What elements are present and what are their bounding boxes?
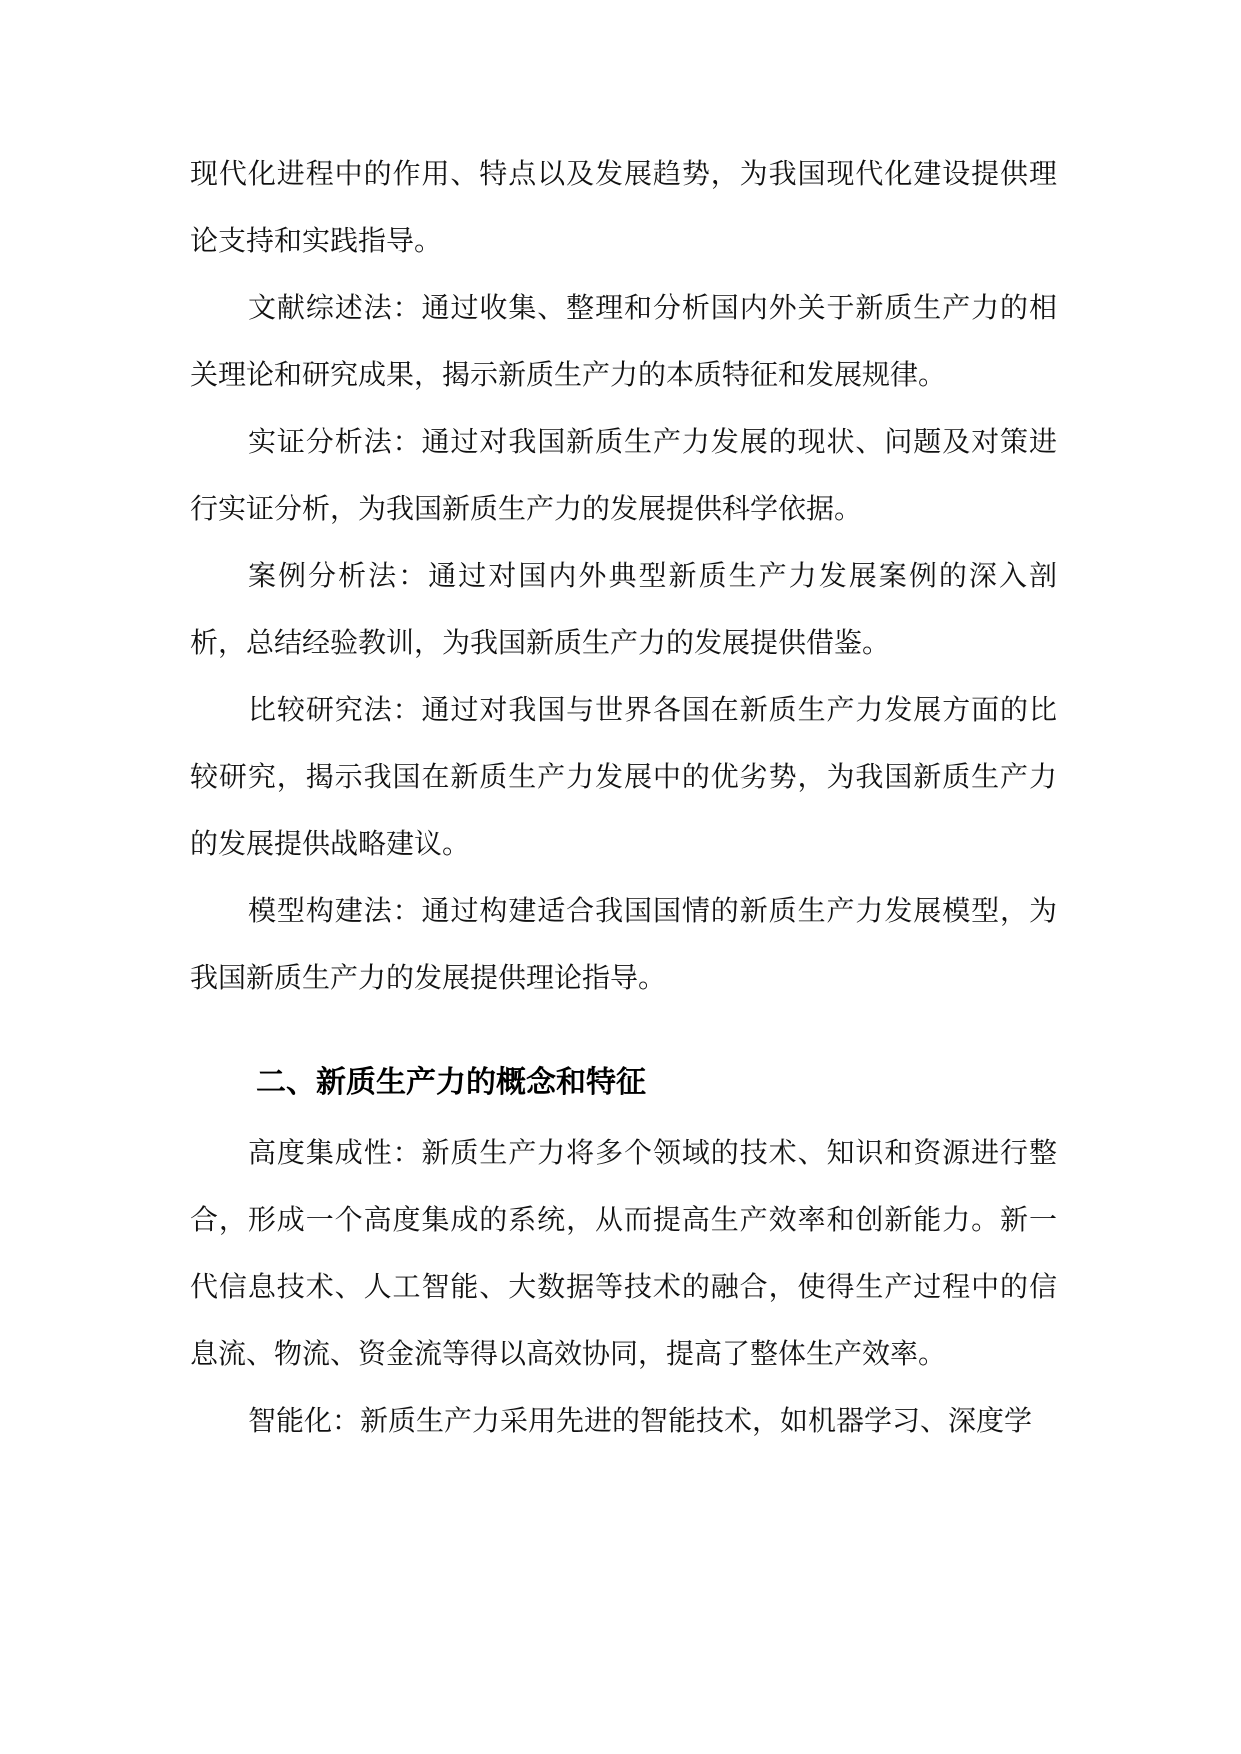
paragraph-intelligence: 智能化：新质生产力采用先进的智能技术，如机器学习、深度学 [248, 1404, 1033, 1437]
section-heading: 二、新质生产力的概念和特征 [256, 1065, 646, 1100]
paragraph-high-integration: 高度集成性：新质生产力将多个领域的技术、知识和资源进行整合，形成一个高度集成的系统，从而提高生产效率和创新能力。新一代信息技术、人工智能、大数据等技术的融合，使得生产过程中的信息流、物流、资金流等得以高效协同，提高了整体生产效率。 [190, 1136, 1057, 1370]
paragraph-model-construction: 模型构建法：通过构建适合我国国情的新质生产力发展模型，为我国新质生产力的发展提供理论指导。 [190, 894, 1057, 994]
document-body [190, 140, 1057, 1454]
paragraph-comparative-research: 比较研究法：通过对我国与世界各国在新质生产力发展方面的比较研究，揭示我国在新质生产力发展中的优劣势，为我国新质生产力的发展提供战略建议。 [190, 693, 1057, 860]
paragraph-case-analysis: 案例分析法：通过对国内外典型新质生产力发展案例的深入剖析，总结经验教训，为我国新质生产力的发展提供借鉴。 [190, 559, 1057, 659]
paragraph-empirical-analysis: 实证分析法：通过对我国新质生产力发展的现状、问题及对策进行实证分析，为我国新质生产力的发展提供科学依据。 [190, 425, 1057, 525]
paragraph-literature-review: 文献综述法：通过收集、整理和分析国内外关于新质生产力的相关理论和研究成果，揭示新质生产力的本质特征和发展规律。 [190, 291, 1057, 391]
paragraph-continuation: 现代化进程中的作用、特点以及发展趋势，为我国现代化建设提供理论支持和实践指导。 [190, 157, 1057, 257]
